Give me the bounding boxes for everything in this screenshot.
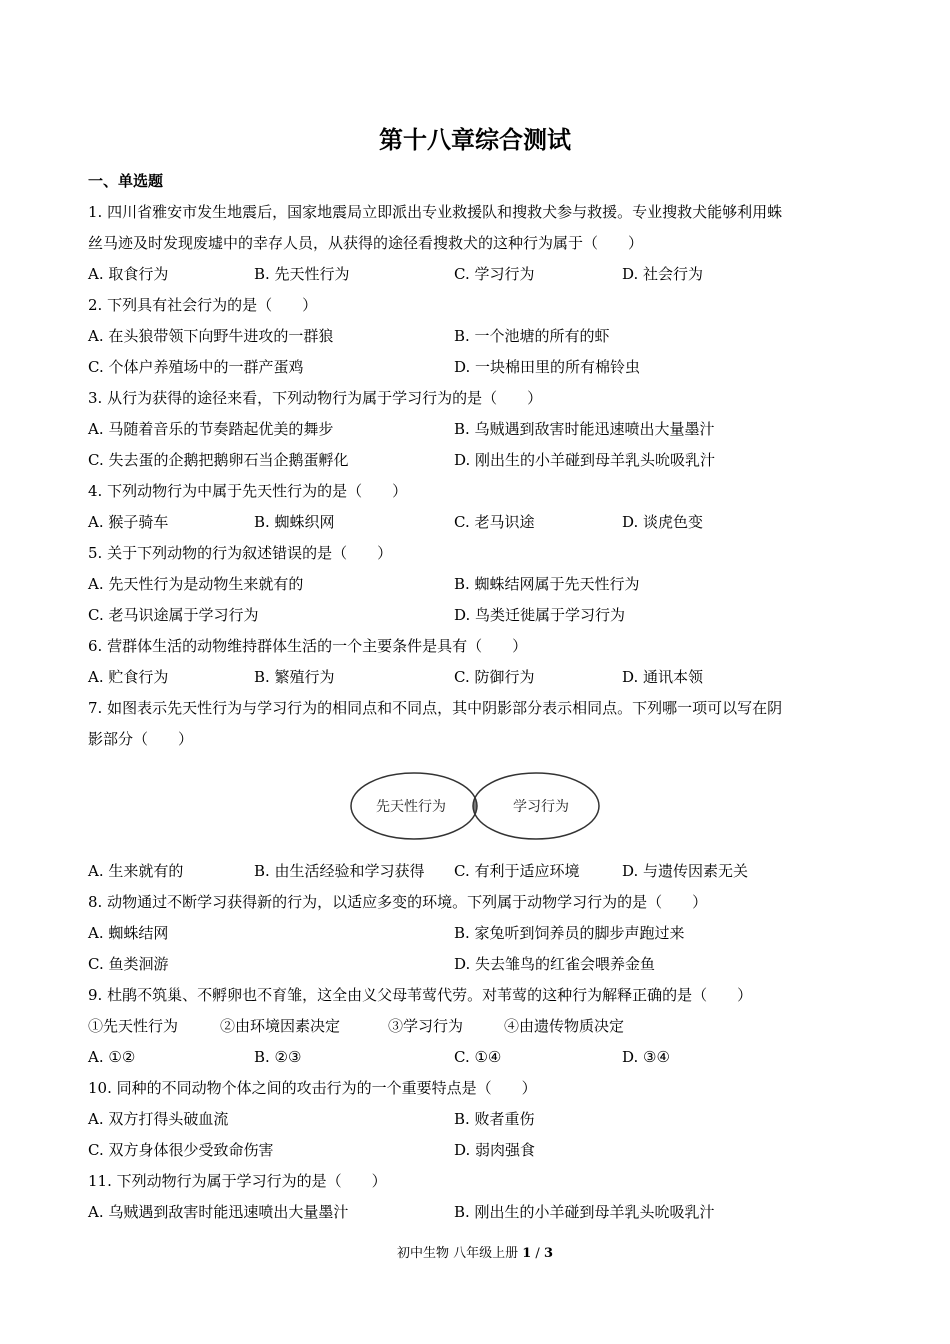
option-a: A. 乌贼遇到敌害时能迅速喷出大量墨汁 <box>88 1203 349 1221</box>
option-a: A. 贮食行为 <box>88 668 169 686</box>
option-c: C. 防御行为 <box>454 668 535 686</box>
footer-label: 初中生物 八年级上册 <box>396 1246 523 1261</box>
question-9-stem: 9. 杜鹃不筑巢、不孵卵也不育雏，这全由义父母苇莺代劳。对苇莺的这种行为解释正确的是（ ） <box>88 986 753 1004</box>
option-b: B. 乌贼遇到敌害时能迅速喷出大量墨汁 <box>454 420 715 438</box>
option-b: B. 蜘蛛织网 <box>254 513 335 531</box>
page-title: 第十八章综合测试 <box>379 126 571 154</box>
option-d: D. ③④ <box>622 1048 670 1066</box>
option-b: B. ②③ <box>254 1048 302 1066</box>
footer-page-number: 1 <box>522 1246 532 1261</box>
option-b: B. 由生活经验和学习获得 <box>254 862 425 880</box>
option-b: B. 家兔听到饲养员的脚步声跑过来 <box>454 924 685 942</box>
option-b: B. 一个池塘的所有的虾 <box>454 327 610 345</box>
option-a: A. 猴子骑车 <box>88 513 169 531</box>
option-d: D. 谈虎色变 <box>622 513 704 531</box>
option-a: A. 生来就有的 <box>88 862 184 880</box>
option-b: B. 败者重伤 <box>454 1110 535 1128</box>
option-c: C. 失去蛋的企鹅把鹅卵石当企鹅蛋孵化 <box>88 451 349 469</box>
question-11-stem: 11. 下列动物行为属于学习行为的是（ ） <box>88 1172 387 1190</box>
venn-left-label: 先天性行为 <box>376 799 446 815</box>
question-7-stem-line-2: 影部分（ ） <box>88 730 194 748</box>
option-c: C. 鱼类洄游 <box>88 955 169 973</box>
option-a: A. 双方打得头破血流 <box>88 1110 229 1128</box>
option-d: D. 鸟类迁徙属于学习行为 <box>454 606 626 624</box>
question-7-stem-line-1: 7. 如图表示先天性行为与学习行为的相同点和不同点，其中阴影部分表示相同点。下列哪一项可以写在阴 <box>88 699 783 717</box>
question-3-stem: 3. 从行为获得的途径来看，下列动物行为属于学习行为的是（ ） <box>88 389 543 407</box>
statement-4: ④由遗传物质决定 <box>504 1017 625 1035</box>
option-b: B. 蜘蛛结网属于先天性行为 <box>454 575 640 593</box>
option-c: C. 有利于适应环境 <box>454 862 580 880</box>
option-d: D. 与遗传因素无关 <box>622 862 749 880</box>
option-d: D. 社会行为 <box>622 265 704 283</box>
option-c: C. 双方身体很少受致命伤害 <box>88 1141 274 1159</box>
option-c: C. 老马识途 <box>454 513 535 531</box>
venn-diagram <box>348 770 604 842</box>
question-4-stem: 4. 下列动物行为中属于先天性行为的是（ ） <box>88 482 408 500</box>
option-d: D. 失去雏鸟的红雀会喂养金鱼 <box>454 955 656 973</box>
option-c: C. 老马识途属于学习行为 <box>88 606 259 624</box>
question-2-stem: 2. 下列具有社会行为的是（ ） <box>88 296 318 314</box>
option-b: B. 先天性行为 <box>254 265 350 283</box>
option-d: D. 通讯本领 <box>622 668 704 686</box>
question-1-stem-line-2: 丝马迹及时发现废墟中的幸存人员，从获得的途径看搜救犬的这种行为属于（ ） <box>88 234 644 252</box>
footer-page-total: 3 <box>543 1246 553 1261</box>
question-10-stem: 10. 同种的不同动物个体之间的攻击行为的一个重要特点是（ ） <box>88 1079 537 1097</box>
question-8-stem: 8. 动物通过不断学习获得新的行为，以适应多变的环境。下列属于动物学习行为的是（ ） <box>88 893 708 911</box>
option-d: D. 刚出生的小羊碰到母羊乳头吮吸乳汁 <box>454 451 716 469</box>
option-c: C. ①④ <box>454 1048 502 1066</box>
venn-right-label: 学习行为 <box>513 799 569 815</box>
option-a: A. 在头狼带领下向野牛进攻的一群狼 <box>88 327 334 345</box>
page-footer <box>0 1245 950 1263</box>
option-a: A. 蜘蛛结网 <box>88 924 169 942</box>
statement-2: ②由环境因素决定 <box>220 1017 341 1035</box>
option-d: D. 一块棉田里的所有棉铃虫 <box>454 358 641 376</box>
question-6-stem: 6. 营群体生活的动物维持群体生活的一个主要条件是具有（ ） <box>88 637 528 655</box>
option-b: B. 刚出生的小羊碰到母羊乳头吮吸乳汁 <box>454 1203 715 1221</box>
option-a: A. 马随着音乐的节奏踏起优美的舞步 <box>88 420 334 438</box>
option-a: A. 取食行为 <box>88 265 169 283</box>
statement-1: ①先天性行为 <box>88 1017 179 1035</box>
footer-separator: / <box>531 1246 544 1261</box>
option-b: B. 繁殖行为 <box>254 668 335 686</box>
statement-3: ③学习行为 <box>388 1017 464 1035</box>
section-heading: 一、单选题 <box>88 172 164 190</box>
option-a: A. 先天性行为是动物生来就有的 <box>88 575 304 593</box>
question-5-stem: 5. 关于下列动物的行为叙述错误的是（ ） <box>88 544 393 562</box>
option-c: C. 个体户养殖场中的一群产蛋鸡 <box>88 358 304 376</box>
question-1-stem-line-1: 1. 四川省雅安市发生地震后，国家地震局立即派出专业救援队和搜救犬参与救援。专业搜救犬能够利用蛛 <box>88 203 783 221</box>
option-a: A. ①② <box>88 1048 136 1066</box>
option-c: C. 学习行为 <box>454 265 535 283</box>
option-d: D. 弱肉强食 <box>454 1141 536 1159</box>
